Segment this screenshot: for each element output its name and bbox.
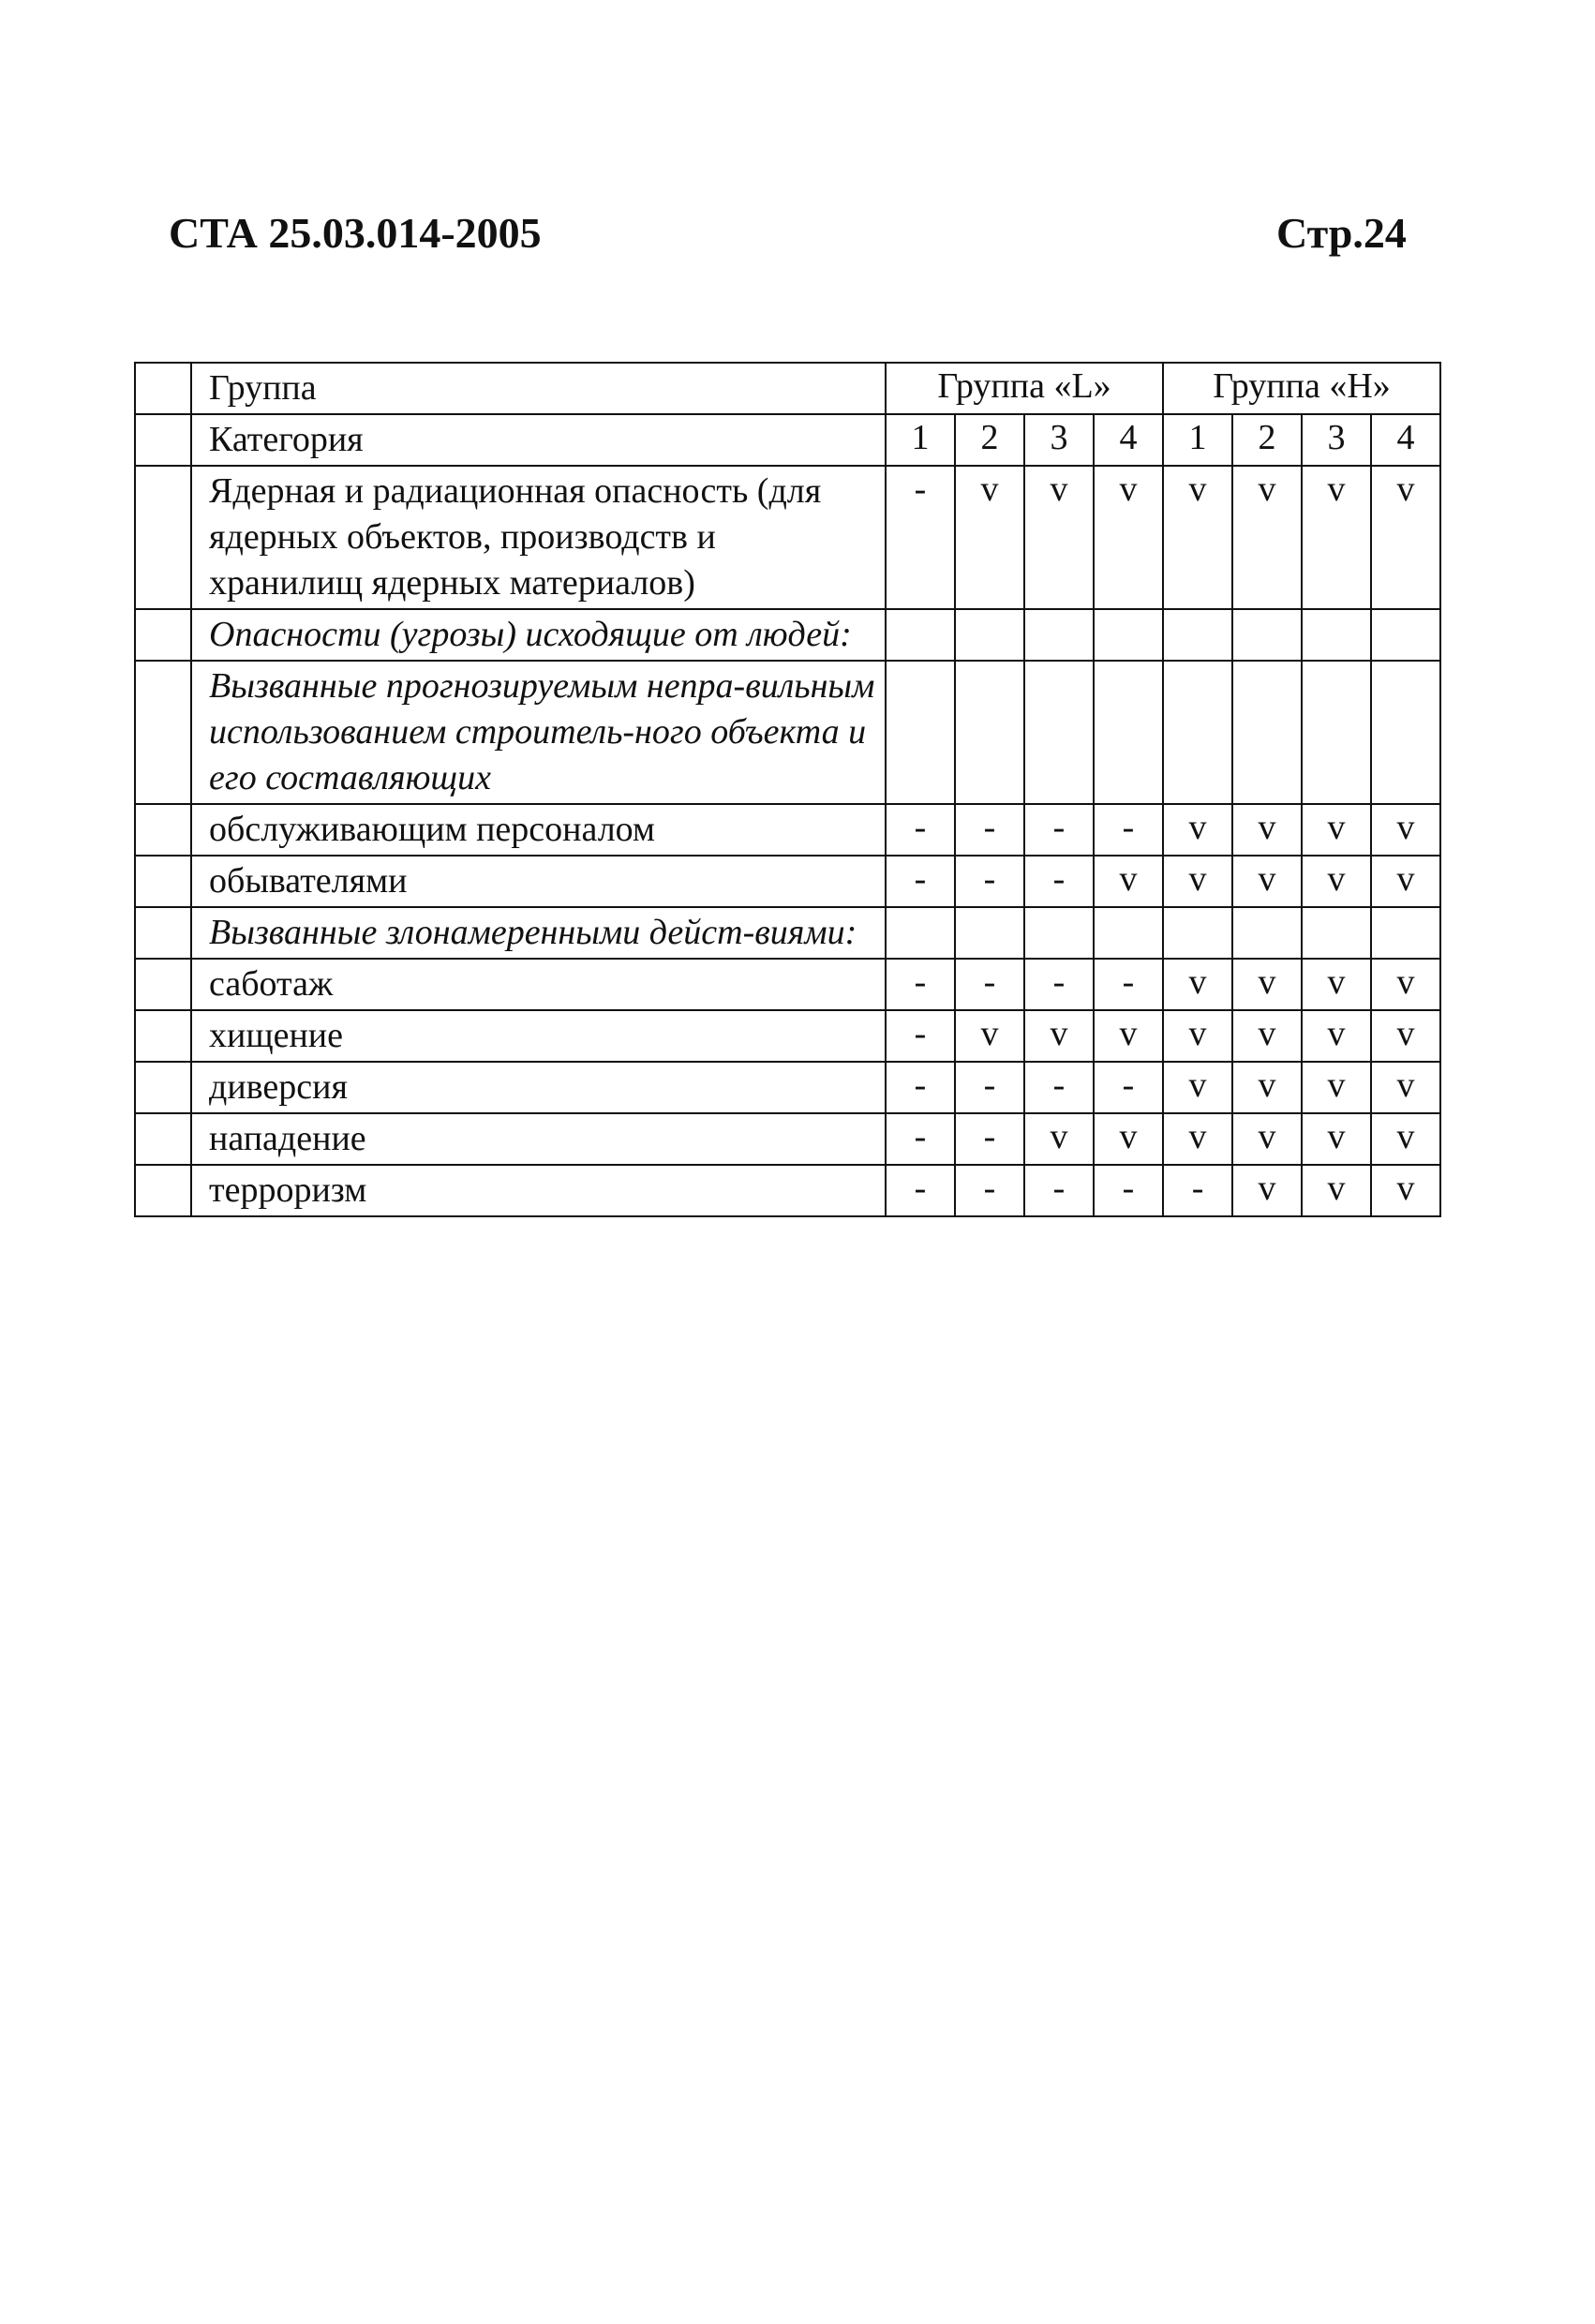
applicability-cell: - bbox=[886, 856, 955, 907]
group-row-label: Группа bbox=[191, 363, 886, 414]
applicability-cell: - bbox=[1024, 1165, 1094, 1216]
index-cell bbox=[135, 661, 191, 804]
applicability-cell bbox=[1232, 609, 1302, 661]
group-h-header: Группа «H» bbox=[1163, 363, 1440, 414]
applicability-cell: v bbox=[1302, 959, 1371, 1010]
applicability-cell bbox=[1371, 609, 1440, 661]
applicability-cell: v bbox=[1302, 804, 1371, 856]
applicability-cell: - bbox=[1024, 804, 1094, 856]
applicability-cell: v bbox=[1232, 1165, 1302, 1216]
table-row bbox=[135, 804, 1440, 856]
table-row bbox=[135, 907, 1440, 959]
applicability-cell: v bbox=[1163, 959, 1232, 1010]
group-header-row bbox=[135, 363, 1440, 414]
index-cell bbox=[135, 609, 191, 661]
applicability-cell bbox=[1024, 609, 1094, 661]
applicability-cell: - bbox=[886, 466, 955, 609]
index-cell bbox=[135, 466, 191, 609]
applicability-cell: - bbox=[955, 1113, 1024, 1165]
table-row bbox=[135, 1010, 1440, 1062]
applicability-cell: - bbox=[886, 1165, 955, 1216]
applicability-cell bbox=[886, 661, 955, 804]
applicability-cell bbox=[1163, 609, 1232, 661]
applicability-cell: - bbox=[886, 1113, 955, 1165]
applicability-cell: v bbox=[1371, 1165, 1440, 1216]
applicability-cell bbox=[955, 609, 1024, 661]
category-cell: 1 bbox=[1163, 414, 1232, 466]
table-row bbox=[135, 856, 1440, 907]
applicability-cell: - bbox=[886, 959, 955, 1010]
category-cell: 3 bbox=[1302, 414, 1371, 466]
applicability-cell: v bbox=[1302, 856, 1371, 907]
row-label: диверсия bbox=[191, 1062, 886, 1113]
applicability-cell: v bbox=[1232, 959, 1302, 1010]
index-cell bbox=[135, 804, 191, 856]
applicability-cell: v bbox=[1163, 1113, 1232, 1165]
page-number: Стр.24 bbox=[1276, 209, 1407, 257]
applicability-cell: v bbox=[1163, 804, 1232, 856]
applicability-cell: v bbox=[1163, 1010, 1232, 1062]
table-row bbox=[135, 466, 1440, 609]
row-label: Ядерная и радиационная опасность (для ядерных объектов, производств и хранилищ ядерных материалов) bbox=[191, 466, 886, 609]
category-row-label: Категория bbox=[191, 414, 886, 466]
applicability-cell bbox=[1094, 907, 1163, 959]
applicability-cell bbox=[1094, 609, 1163, 661]
applicability-cell: v bbox=[1094, 856, 1163, 907]
applicability-cell: v bbox=[1302, 1113, 1371, 1165]
table-row bbox=[135, 1062, 1440, 1113]
row-label: нападение bbox=[191, 1113, 886, 1165]
table-row bbox=[135, 609, 1440, 661]
applicability-cell: - bbox=[886, 1010, 955, 1062]
index-cell bbox=[135, 959, 191, 1010]
applicability-cell: v bbox=[1371, 466, 1440, 609]
applicability-cell: - bbox=[1094, 1165, 1163, 1216]
applicability-cell: v bbox=[1094, 466, 1163, 609]
applicability-cell bbox=[1232, 661, 1302, 804]
group-l-header: Группа «L» bbox=[886, 363, 1163, 414]
category-header-row bbox=[135, 414, 1440, 466]
applicability-cell bbox=[955, 661, 1024, 804]
applicability-cell: v bbox=[1163, 856, 1232, 907]
applicability-cell: v bbox=[1232, 1062, 1302, 1113]
table-row bbox=[135, 661, 1440, 804]
applicability-cell bbox=[1094, 661, 1163, 804]
index-cell bbox=[135, 414, 191, 466]
applicability-cell: v bbox=[955, 466, 1024, 609]
applicability-cell bbox=[1024, 907, 1094, 959]
applicability-cell: - bbox=[1094, 959, 1163, 1010]
index-cell bbox=[135, 1010, 191, 1062]
applicability-cell bbox=[1371, 907, 1440, 959]
row-label: Вызванные злонамеренными дейст-виями: bbox=[191, 907, 886, 959]
applicability-cell: v bbox=[1302, 1010, 1371, 1062]
applicability-cell: v bbox=[1232, 804, 1302, 856]
row-label: саботаж bbox=[191, 959, 886, 1010]
category-cell: 3 bbox=[1024, 414, 1094, 466]
applicability-cell: - bbox=[955, 1165, 1024, 1216]
applicability-cell: v bbox=[1302, 1062, 1371, 1113]
applicability-cell: v bbox=[1163, 1062, 1232, 1113]
category-cell: 4 bbox=[1094, 414, 1163, 466]
applicability-cell: v bbox=[1302, 1165, 1371, 1216]
row-label: обывателями bbox=[191, 856, 886, 907]
applicability-cell: v bbox=[1094, 1010, 1163, 1062]
index-cell bbox=[135, 1165, 191, 1216]
index-cell bbox=[135, 1113, 191, 1165]
row-label: терроризм bbox=[191, 1165, 886, 1216]
category-cell: 4 bbox=[1371, 414, 1440, 466]
applicability-cell bbox=[1024, 661, 1094, 804]
applicability-cell: v bbox=[955, 1010, 1024, 1062]
category-cell: 2 bbox=[955, 414, 1024, 466]
applicability-cell: - bbox=[955, 804, 1024, 856]
applicability-cell: v bbox=[1302, 466, 1371, 609]
applicability-cell bbox=[886, 609, 955, 661]
applicability-cell: v bbox=[1024, 1113, 1094, 1165]
applicability-cell: v bbox=[1232, 1113, 1302, 1165]
applicability-cell bbox=[886, 907, 955, 959]
applicability-cell: - bbox=[955, 1062, 1024, 1113]
table-row bbox=[135, 1165, 1440, 1216]
row-label: Вызванные прогнозируемым непра-вильным использованием строитель-ного объекта и его составляющих bbox=[191, 661, 886, 804]
applicability-cell bbox=[1302, 907, 1371, 959]
index-cell bbox=[135, 856, 191, 907]
applicability-cell: - bbox=[886, 804, 955, 856]
applicability-cell: v bbox=[1232, 1010, 1302, 1062]
applicability-cell: v bbox=[1232, 466, 1302, 609]
applicability-cell bbox=[955, 907, 1024, 959]
applicability-cell: v bbox=[1024, 466, 1094, 609]
applicability-cell: - bbox=[1024, 856, 1094, 907]
applicability-cell bbox=[1163, 907, 1232, 959]
table-row bbox=[135, 1113, 1440, 1165]
applicability-cell: v bbox=[1371, 959, 1440, 1010]
applicability-cell: v bbox=[1371, 1010, 1440, 1062]
applicability-cell: - bbox=[1094, 1062, 1163, 1113]
hazard-category-table bbox=[134, 362, 1441, 1217]
applicability-cell: - bbox=[955, 856, 1024, 907]
document-code: СТА 25.03.014-2005 bbox=[169, 209, 542, 257]
category-cell: 1 bbox=[886, 414, 955, 466]
applicability-cell: v bbox=[1024, 1010, 1094, 1062]
row-label: обслуживающим персоналом bbox=[191, 804, 886, 856]
index-cell bbox=[135, 907, 191, 959]
applicability-cell: v bbox=[1163, 466, 1232, 609]
index-cell bbox=[135, 363, 191, 414]
category-cell: 2 bbox=[1232, 414, 1302, 466]
row-label: Опасности (угрозы) исходящие от людей: bbox=[191, 609, 886, 661]
applicability-cell bbox=[1232, 907, 1302, 959]
applicability-cell: - bbox=[1163, 1165, 1232, 1216]
applicability-cell: - bbox=[1094, 804, 1163, 856]
applicability-cell: v bbox=[1371, 1113, 1440, 1165]
row-label: хищение bbox=[191, 1010, 886, 1062]
applicability-cell bbox=[1302, 609, 1371, 661]
applicability-cell: v bbox=[1094, 1113, 1163, 1165]
applicability-cell: v bbox=[1232, 856, 1302, 907]
applicability-cell: v bbox=[1371, 856, 1440, 907]
applicability-cell: v bbox=[1371, 1062, 1440, 1113]
applicability-cell bbox=[1302, 661, 1371, 804]
applicability-cell: - bbox=[1024, 1062, 1094, 1113]
applicability-cell: v bbox=[1371, 804, 1440, 856]
applicability-cell: - bbox=[955, 959, 1024, 1010]
applicability-cell bbox=[1163, 661, 1232, 804]
table-row bbox=[135, 959, 1440, 1010]
applicability-cell bbox=[1371, 661, 1440, 804]
index-cell bbox=[135, 1062, 191, 1113]
applicability-cell: - bbox=[1024, 959, 1094, 1010]
applicability-cell: - bbox=[886, 1062, 955, 1113]
